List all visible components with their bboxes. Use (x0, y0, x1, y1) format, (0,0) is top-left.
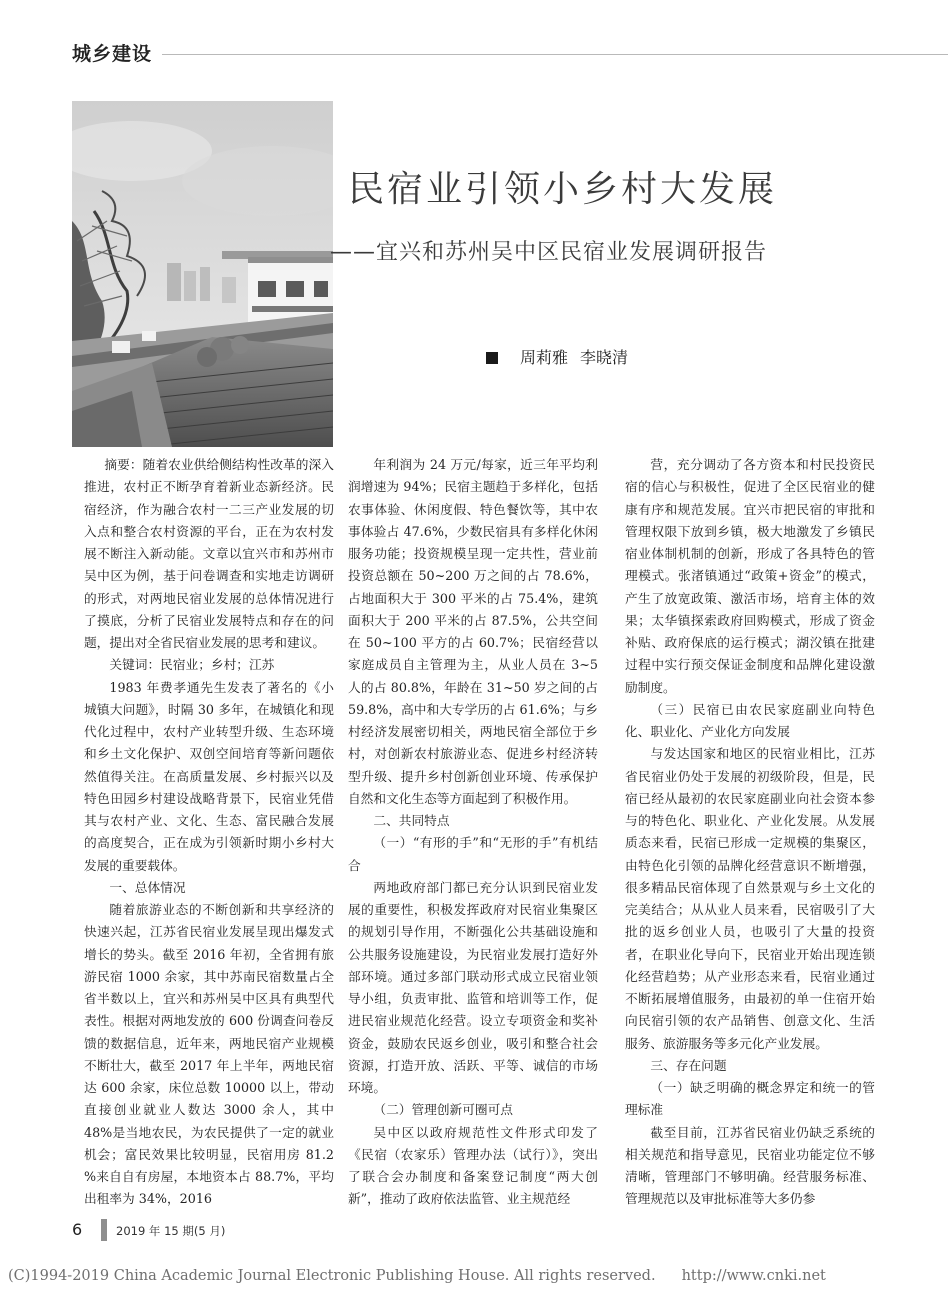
section-title: 城乡建设 (72, 40, 162, 68)
article-subtitle: ——宜兴和苏州吴中区民宿业发展调研报告 (330, 240, 768, 265)
section-heading: 一、总体情况 (109, 879, 186, 895)
body-paragraph: 营，充分调动了各方资本和村民投资民宿的信心与积极性，促进了全区民宿业的健康有序和规范发展。宜兴市把民宿的审批和管理权限下放到乡镇，极大地激发了乡镇民宿业体制机制的创新，形成了各具特色的管理模式。张渚镇通过“政策+资金”的模式，产生了放宽政策、激活市场，培育主体的效果；太华镇探索政府回购模式，形成了资金补贴、政府保底的运行模式；湖㳇镇在批建过程中实行预交保证金制度和品牌化建设激励制度。 (625, 457, 875, 695)
body-paragraph: 吴中区以政府规范性文件形式印发了《民宿（农家乐）管理办法（试行）》，突出了联合会办制度和备案登记制度“两大创新”，推动了政府依法监管、业主规范经 (348, 1124, 598, 1207)
subsection-heading: （二）管理创新可圈可点 (373, 1102, 513, 1118)
body-paragraph: 两地政府部门都已充分认识到民宿业发展的重要性，积极发挥政府对民宿业集聚区的规划引导作用，不断强化公共基础设施和公共服务设施建设，为民宿业发展打造好外部环境。通过多部门联动形式成立民宿业领导小组，负责审批、监管和培训等工作，促进民宿业规范化经营。设立专项资金和奖补资金，鼓励农民返乡创业，吸引和整合社会资源，打造开放、活跃、平等、诚信的市场环境。 (348, 879, 598, 1095)
article-photo (72, 101, 333, 447)
footer-bar (101, 1219, 107, 1241)
author-line (486, 346, 640, 370)
section-heading: 三、存在问题 (650, 1057, 727, 1073)
body-column-2 (348, 454, 598, 1211)
subsection-heading: （一）缺乏明确的概念界定和统一的管理标准 (625, 1080, 875, 1118)
issue-label: 2019 年 15 期(5 月) (116, 1224, 226, 1238)
author-name: 李晓清 (580, 348, 629, 367)
square-bullet-icon (486, 352, 498, 364)
subsection-heading: （三）民宿已由农民家庭副业向特色化、职业化、产业化方向发展 (625, 701, 875, 739)
body-column-1 (84, 454, 334, 1211)
body-paragraph: 与发达国家和地区的民宿业相比，江苏省民宿业仍处于发展的初级阶段，但是，民宿已经从最初的农民家庭副业向社会资本参与的特色化、职业化、产业化发展。从发展质态来看，民宿已形成一定规模的集聚区，由特色化引领的品牌化经营意识不断增强，很多精品民宿体现了自然景观与乡土文化的完美结合；从从业人员来看，民宿吸引了大批的返乡创业人员，也吸引了大量的投资者，在职业化导向下，民宿业开始出现连锁化经营趋势；从产业形态来看，民宿业通过不断拓展增值服务，由最初的单一住宿开始向民宿引领的农产品销售、创意文化、生活服务、旅游服务等多元化产业发展。 (625, 746, 875, 1051)
body-column-3 (625, 454, 875, 1211)
section-rule (72, 54, 948, 55)
keywords-paragraph: 关键词：民宿业；乡村；江苏 (109, 657, 275, 673)
section-header (72, 40, 948, 70)
abstract-paragraph: 摘要：随着农业供给侧结构性改革的深入推进，农村正不断孕育着新业态新经济。民宿经济，作为融合农村一二三产业发展的切入点和整合农村资源的平台，正在为农村发展不断注入新动能。文章以宜兴市和苏州市吴中区为例，基于问卷调查和实地走访调研的形式，对两地民宿业发展的总体情况进行了摸底，分析了民宿业发展特点和存在的问题，提出对全省民宿业发展的思考和建议。 (84, 457, 334, 650)
body-paragraph: 年利润为 24 万元/每家，近三年平均利润增速为 94%；民宿主题趋于多样化，包括农事体验、休闲度假、特色餐饮等，其中农事体验占 47.6%，少数民宿具有多样化休闲服务功能；投资规模呈现一定共性，营业前投资总额在 50~200 万之间的占 78.6%，占地面积大于 300 平米的占 75.4%，建筑面积大于 200 平米的占 87.5%，公共空间在 50~100 平方的占 60.7%；民宿经营以家庭成员自主管理为主，从业人员在 3~5 人的占 80.8%，年龄在 31~50 岁之间的占 59.8%，高中和大专学历的占 61.6%；与乡村经济发展密切相关，两地民宿全部位于乡村，对创新农村旅游业态、促进乡村经济转型升级、提升乡村创新创业环境、传承保护自然和文化生态等方面起到了积极作用。 (348, 457, 598, 806)
body-paragraph: 1983 年费孝通先生发表了著名的《小城镇大问题》，时隔 30 多年，在城镇化和现代化过程中，农村产业转型升级、生态环境和乡土文化保护、双创空间培育等新问题依然值得关注。在高质量发展、乡村振兴以及特色田园乡村建设战略背景下，民宿业凭借其与农村产业、文化、生态、富民融合发展的高度契合，正在成为引领新时期小乡村大发展的重要载体。 (84, 679, 334, 873)
copyright-text: (C)1994-2019 China Academic Journal Electronic Publishing House. All rights reserved. (8, 1268, 656, 1284)
copyright-line (8, 1266, 948, 1286)
article-title: 民宿业引领小乡村大发展 (348, 169, 778, 210)
section-heading: 二、共同特点 (373, 813, 450, 828)
body-paragraph: 随着旅游业态的不断创新和共享经济的快速兴起，江苏省民宿业发展呈现出爆发式增长的势头。截至 2016 年初，全省拥有旅游民宿 1000 余家，其中苏南民宿数量占全省半数以上，宜兴和苏州吴中区具有典型代表性。根据对两地发放的 600 份调查问卷反馈的数据信息，近年来，两地民宿产业规模不断壮大，截至 2017 年上半年，两地民宿达 600 余家，床位总数 10000 以上，带动直接创业就业人数达 3000 余人，其中 48%是当地农民，为农民提供了一定的就业机会；富民效果比较明显，民宿用房 81.2 %来自自有房屋，本地资本占 88.7%，平均出租率为 34%，2016 (84, 902, 334, 1207)
copyright-link[interactable]: http://www.cnki.net (681, 1268, 826, 1284)
subsection-heading: （一）“有形的手”和“无形的手”有机结合 (348, 835, 598, 873)
page-number: 6 (72, 1220, 83, 1239)
author-name: 周莉雅 (520, 348, 569, 367)
body-paragraph: 截至目前，江苏省民宿业仍缺乏系统的相关规范和指导意见，民宿业功能定位不够清晰，管理部门不够明确。经营服务标准、管理规范以及审批标准等大多仍参 (625, 1124, 875, 1207)
